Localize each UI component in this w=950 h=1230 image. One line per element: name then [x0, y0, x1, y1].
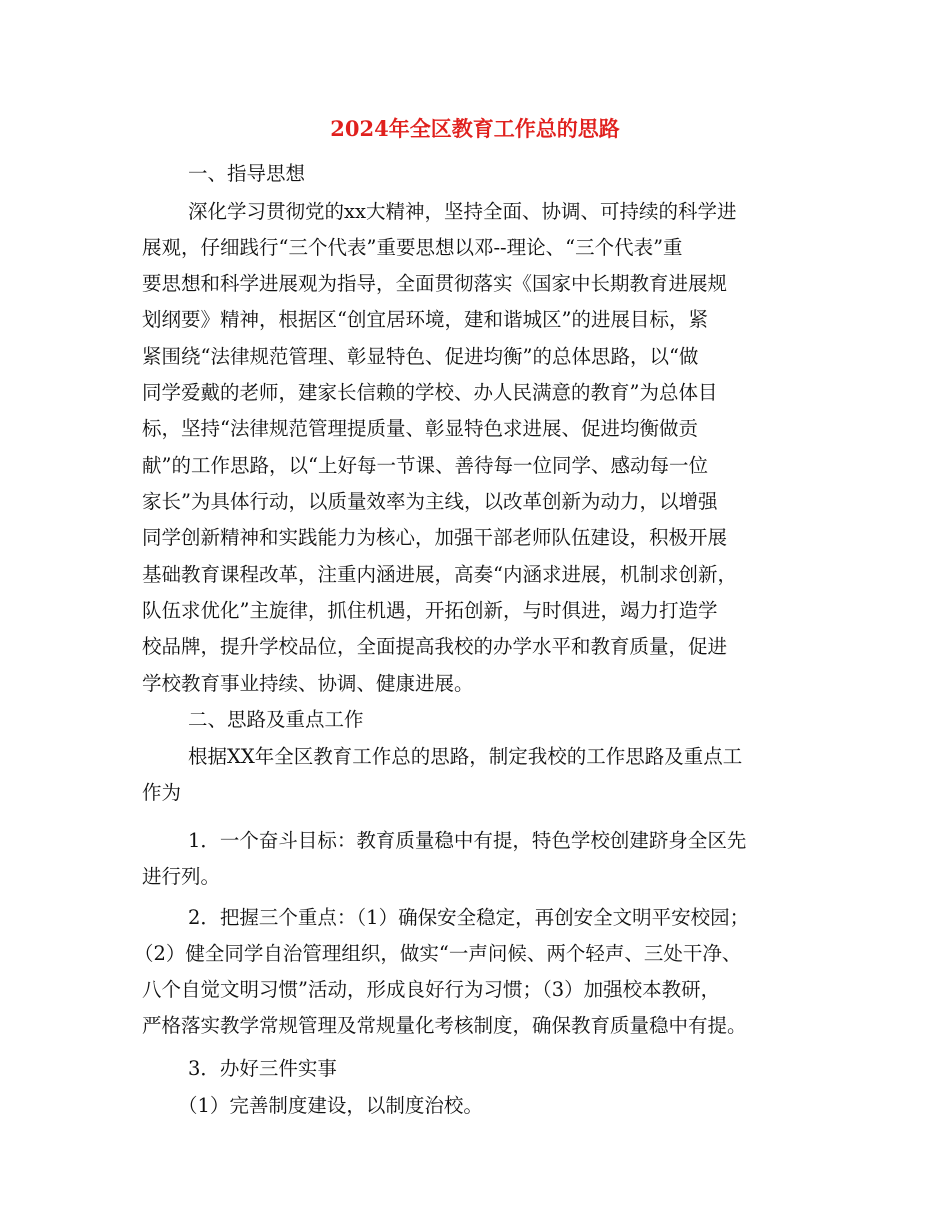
list-item-line: （1）完善制度建设，以制度治校。: [178, 1094, 483, 1117]
paragraph-line: 校品牌，提升学校品位，全面提高我校的办学水平和教育质量，促进: [142, 635, 728, 658]
list-item-line: 进行列。: [142, 865, 221, 888]
paragraph-line: 基础教育课程改革，注重内涵进展，高奏“内涵求进展，机制求创新，: [142, 563, 737, 586]
paragraph-line: 作为: [142, 781, 182, 804]
section-heading-guiding-ideology: 一、指导思想: [188, 162, 306, 185]
paragraph-line: 根据XX年全区教育工作总的思路，制定我校的工作思路及重点工: [188, 745, 743, 768]
section-heading-key-work: 二、思路及重点工作: [188, 708, 364, 731]
list-item-line: 3．办好三件实事: [188, 1057, 337, 1080]
list-item-line: 严格落实教学常规管理及常规量化考核制度，确保教育质量稳中有提。: [142, 1014, 747, 1037]
paragraph-line: 学校教育事业持续、协调、健康进展。: [142, 672, 474, 695]
paragraph-line: 标，坚持“法律规范管理提质量、彰显特色求进展、促进均衡做贡: [142, 417, 698, 440]
paragraph-line: 同学爱戴的老师，建家长信赖的学校、办人民满意的教育”为总体目: [142, 381, 718, 404]
paragraph-line: 同学创新精神和实践能力为核心，加强干部老师队伍建设，积极开展: [142, 526, 728, 549]
document-title: 2024年全区教育工作总的思路: [330, 116, 620, 141]
list-item-line: 八个自觉文明习惯”活动，形成良好行为习惯；（3）加强校本教研，: [142, 978, 721, 1001]
paragraph-line: 献”的工作思路，以“上好每一节课、善待每一位同学、感动每一位: [142, 454, 708, 477]
paragraph-line: 划纲要》精神，根据区“创宜居环境，建和谐城区”的进展目标，紧: [142, 308, 708, 331]
paragraph-line: 深化学习贯彻党的xx大精神，坚持全面、协调、可持续的科学进: [188, 200, 737, 223]
paragraph-line: 要思想和科学进展观为指导，全面贯彻落实《国家中长期教育进展规: [142, 272, 728, 295]
paragraph-line: 紧围绕“法律规范管理、彰显特色、促进均衡”的总体思路，以“做: [142, 345, 699, 368]
paragraph-line: 家长”为具体行动，以质量效率为主线，以改革创新为动力，以增强: [142, 490, 718, 513]
list-item-line: 2．把握三个重点：（1）确保安全稳定，再创安全文明平安校园；: [188, 906, 750, 929]
list-item-line: （2）健全同学自治管理组织，做实“一声问候、两个轻声、三处干净、: [134, 942, 742, 965]
paragraph-line: 队伍求优化”主旋律，抓住机遇，开拓创新，与时俱进，竭力打造学: [142, 599, 718, 622]
list-item-line: 1．一个奋斗目标：教育质量稳中有提，特色学校创建跻身全区先: [188, 829, 747, 852]
paragraph-line: 展观，仔细践行“三个代表”重要思想以邓--理论、“三个代表”重: [142, 236, 683, 259]
